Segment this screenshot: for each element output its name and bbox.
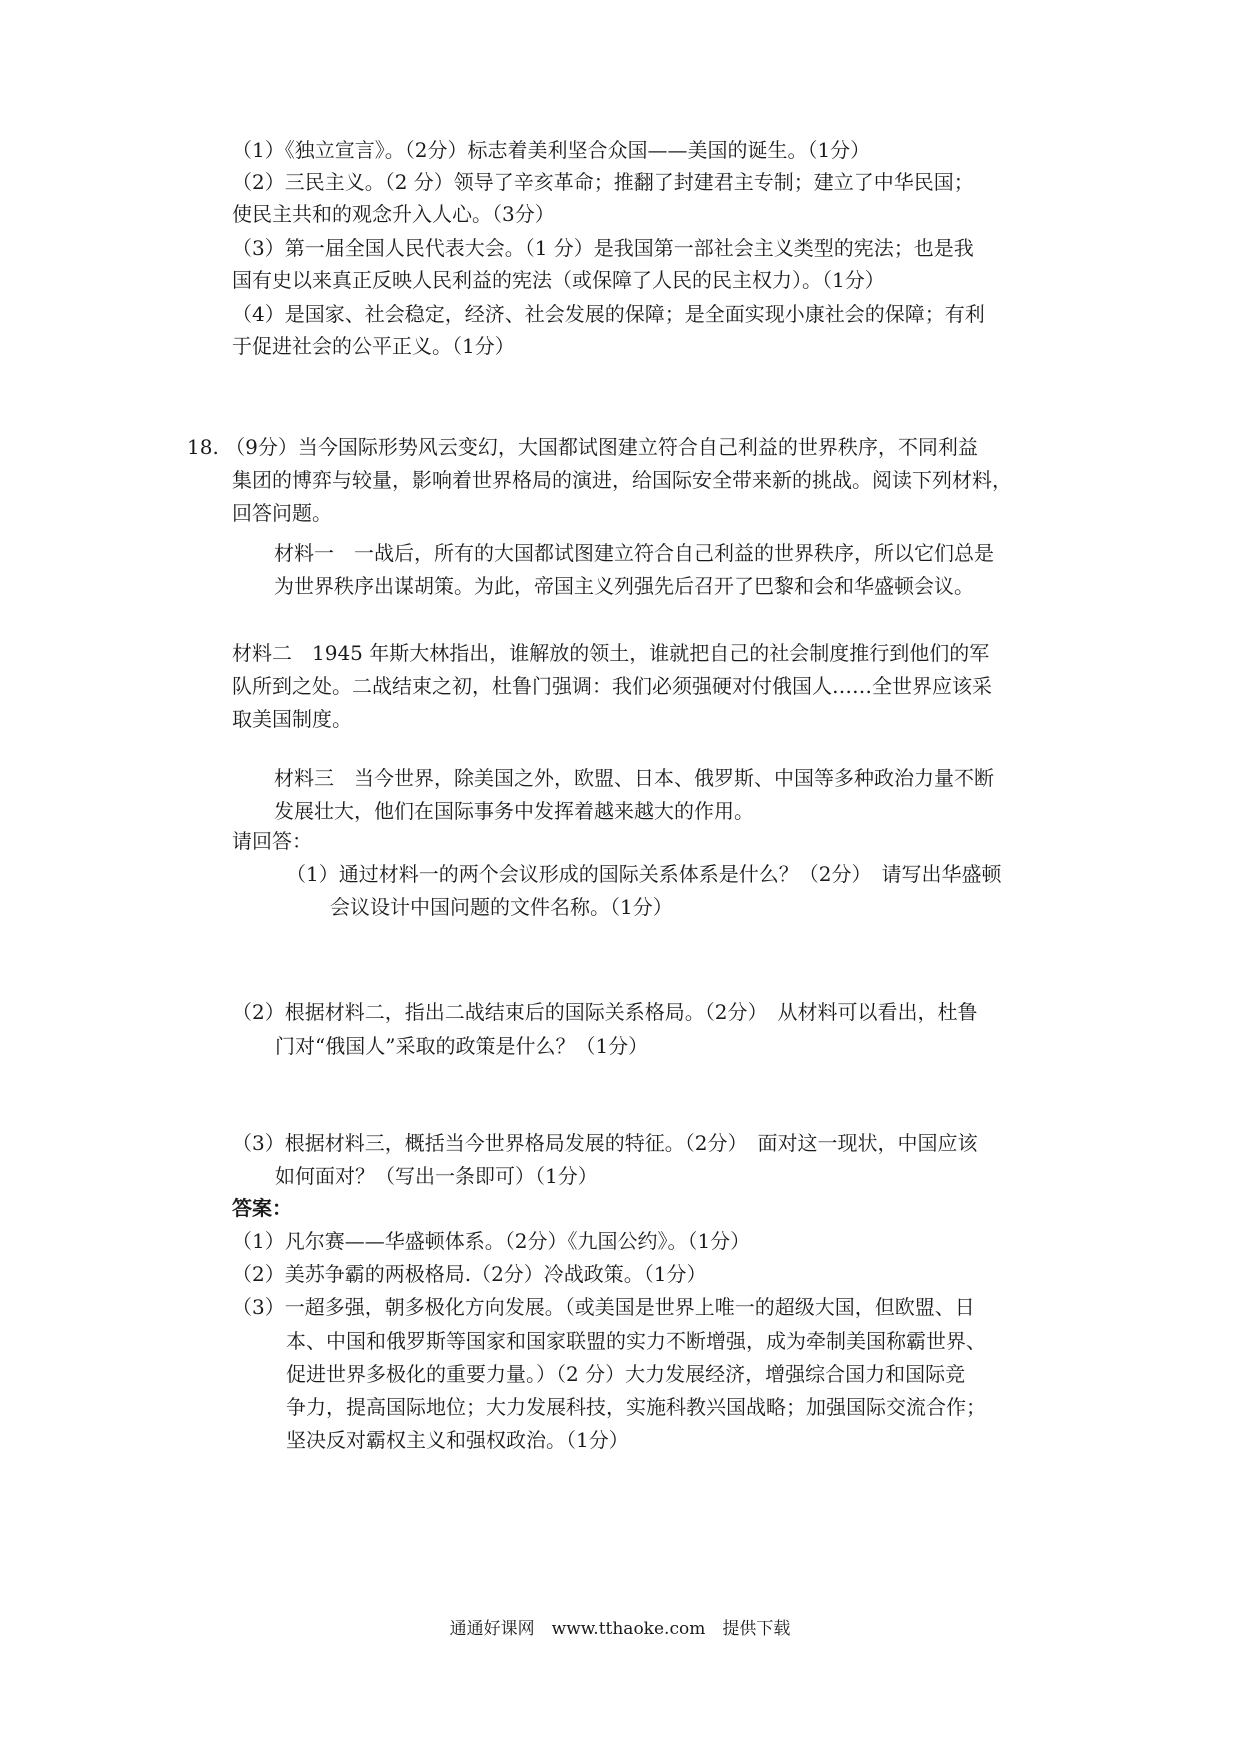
sub-question-1: （1）通过材料一的两个会议形成的国际关系体系是什么？（2分） 请写出华盛顿: [286, 862, 1002, 886]
material-2: 队所到之处。二战结束之初，杜鲁门强调：我们必须强硬对付俄国人……全世界应该采: [232, 674, 992, 698]
question-18-intro: 集团的博弈与较量，影响着世界格局的演进，给国际安全带来新的挑战。阅读下列材料，: [232, 468, 1012, 492]
sub-question-3: 如何面对？（写出一条即可）（1分）: [275, 1164, 598, 1188]
answer-line: 使民主共和的观念升入人心。（3分）: [232, 202, 555, 226]
sub-question-3: （3）根据材料三，概括当今世界格局发展的特征。（2分） 面对这一现状，中国应该: [232, 1131, 978, 1155]
sub-question-1: 会议设计中国问题的文件名称。（1分）: [330, 895, 673, 919]
answer-line: 国有史以来真正反映人民利益的宪法（或保障了人民的民主权力）。（1分）: [232, 268, 885, 292]
answer-line: （3）第一届全国人民代表大会。（1 分）是我国第一部社会主义类型的宪法；也是我: [232, 236, 974, 260]
answer-line: 于促进社会的公平正义。（1分）: [232, 334, 515, 358]
material-3: 发展壮大，他们在国际事务中发挥着越来越大的作用。: [274, 799, 754, 823]
ask-label: 请回答：: [232, 829, 312, 853]
material-1: 为世界秩序出谋胡策。为此，帝国主义列强先后召开了巴黎和会和华盛顿会议。: [274, 574, 974, 598]
answer-heading: 答案：: [232, 1196, 292, 1220]
page-footer: 通通好课网 www.tthaoke.com 提供下载: [449, 1619, 791, 1639]
answer-item-3: （3）一超多强，朝多极化方向发展。（或美国是世界上唯一的超级大国，但欧盟、日: [232, 1295, 975, 1319]
question-18-intro: 回答问题。: [232, 501, 332, 525]
answer-line: （1）《独立宣言》。（2分）标志着美利坚合众国——美国的诞生。（1分）: [232, 138, 871, 162]
answer-item-3: 坚决反对霸权主义和强权政治。（1分）: [286, 1428, 629, 1452]
answer-item-3: 促进世界多极化的重要力量。）（2 分）大力发展经济，增强综合国力和国际竞: [286, 1362, 966, 1386]
answer-line: （2）三民主义。（2 分）领导了辛亥革命；推翻了封建君主专制；建立了中华民国；: [232, 170, 974, 194]
sub-question-2: 门对“俄国人”采取的政策是什么？（1分）: [275, 1034, 649, 1058]
question-18-intro: 18. （9分）当今国际形势风云变幻，大国都试图建立符合自己利益的世界秩序，不同利益: [187, 435, 978, 459]
material-3: 材料三 当今世界，除美国之外，欧盟、日本、俄罗斯、中国等多种政治力量不断: [274, 766, 994, 790]
material-1: 材料一 一战后，所有的大国都试图建立符合自己利益的世界秩序，所以它们总是: [274, 541, 994, 565]
answer-item-1: （1）凡尔赛——华盛顿体系。（2分）《九国公约》。（1分）: [232, 1229, 751, 1253]
answer-item-3: 本、中国和俄罗斯等国家和国家联盟的实力不断增强，成为牵制美国称霸世界、: [286, 1329, 986, 1353]
material-2: 取美国制度。: [232, 707, 352, 731]
answer-line: （4）是国家、社会稳定，经济、社会发展的保障；是全面实现小康社会的保障；有利: [232, 302, 985, 326]
answer-item-3: 争力，提高国际地位；大力发展科技，实施科教兴国战略；加强国际交流合作；: [286, 1395, 986, 1419]
material-2: 材料二 1945 年斯大林指出，谁解放的领土，谁就把自己的社会制度推行到他们的军: [232, 641, 990, 665]
sub-question-2: （2）根据材料二，指出二战结束后的国际关系格局。（2分） 从材料可以看出，杜鲁: [232, 1000, 978, 1024]
answer-item-2: （2）美苏争霸的两极格局.（2分）冷战政策。（1分）: [232, 1262, 707, 1286]
